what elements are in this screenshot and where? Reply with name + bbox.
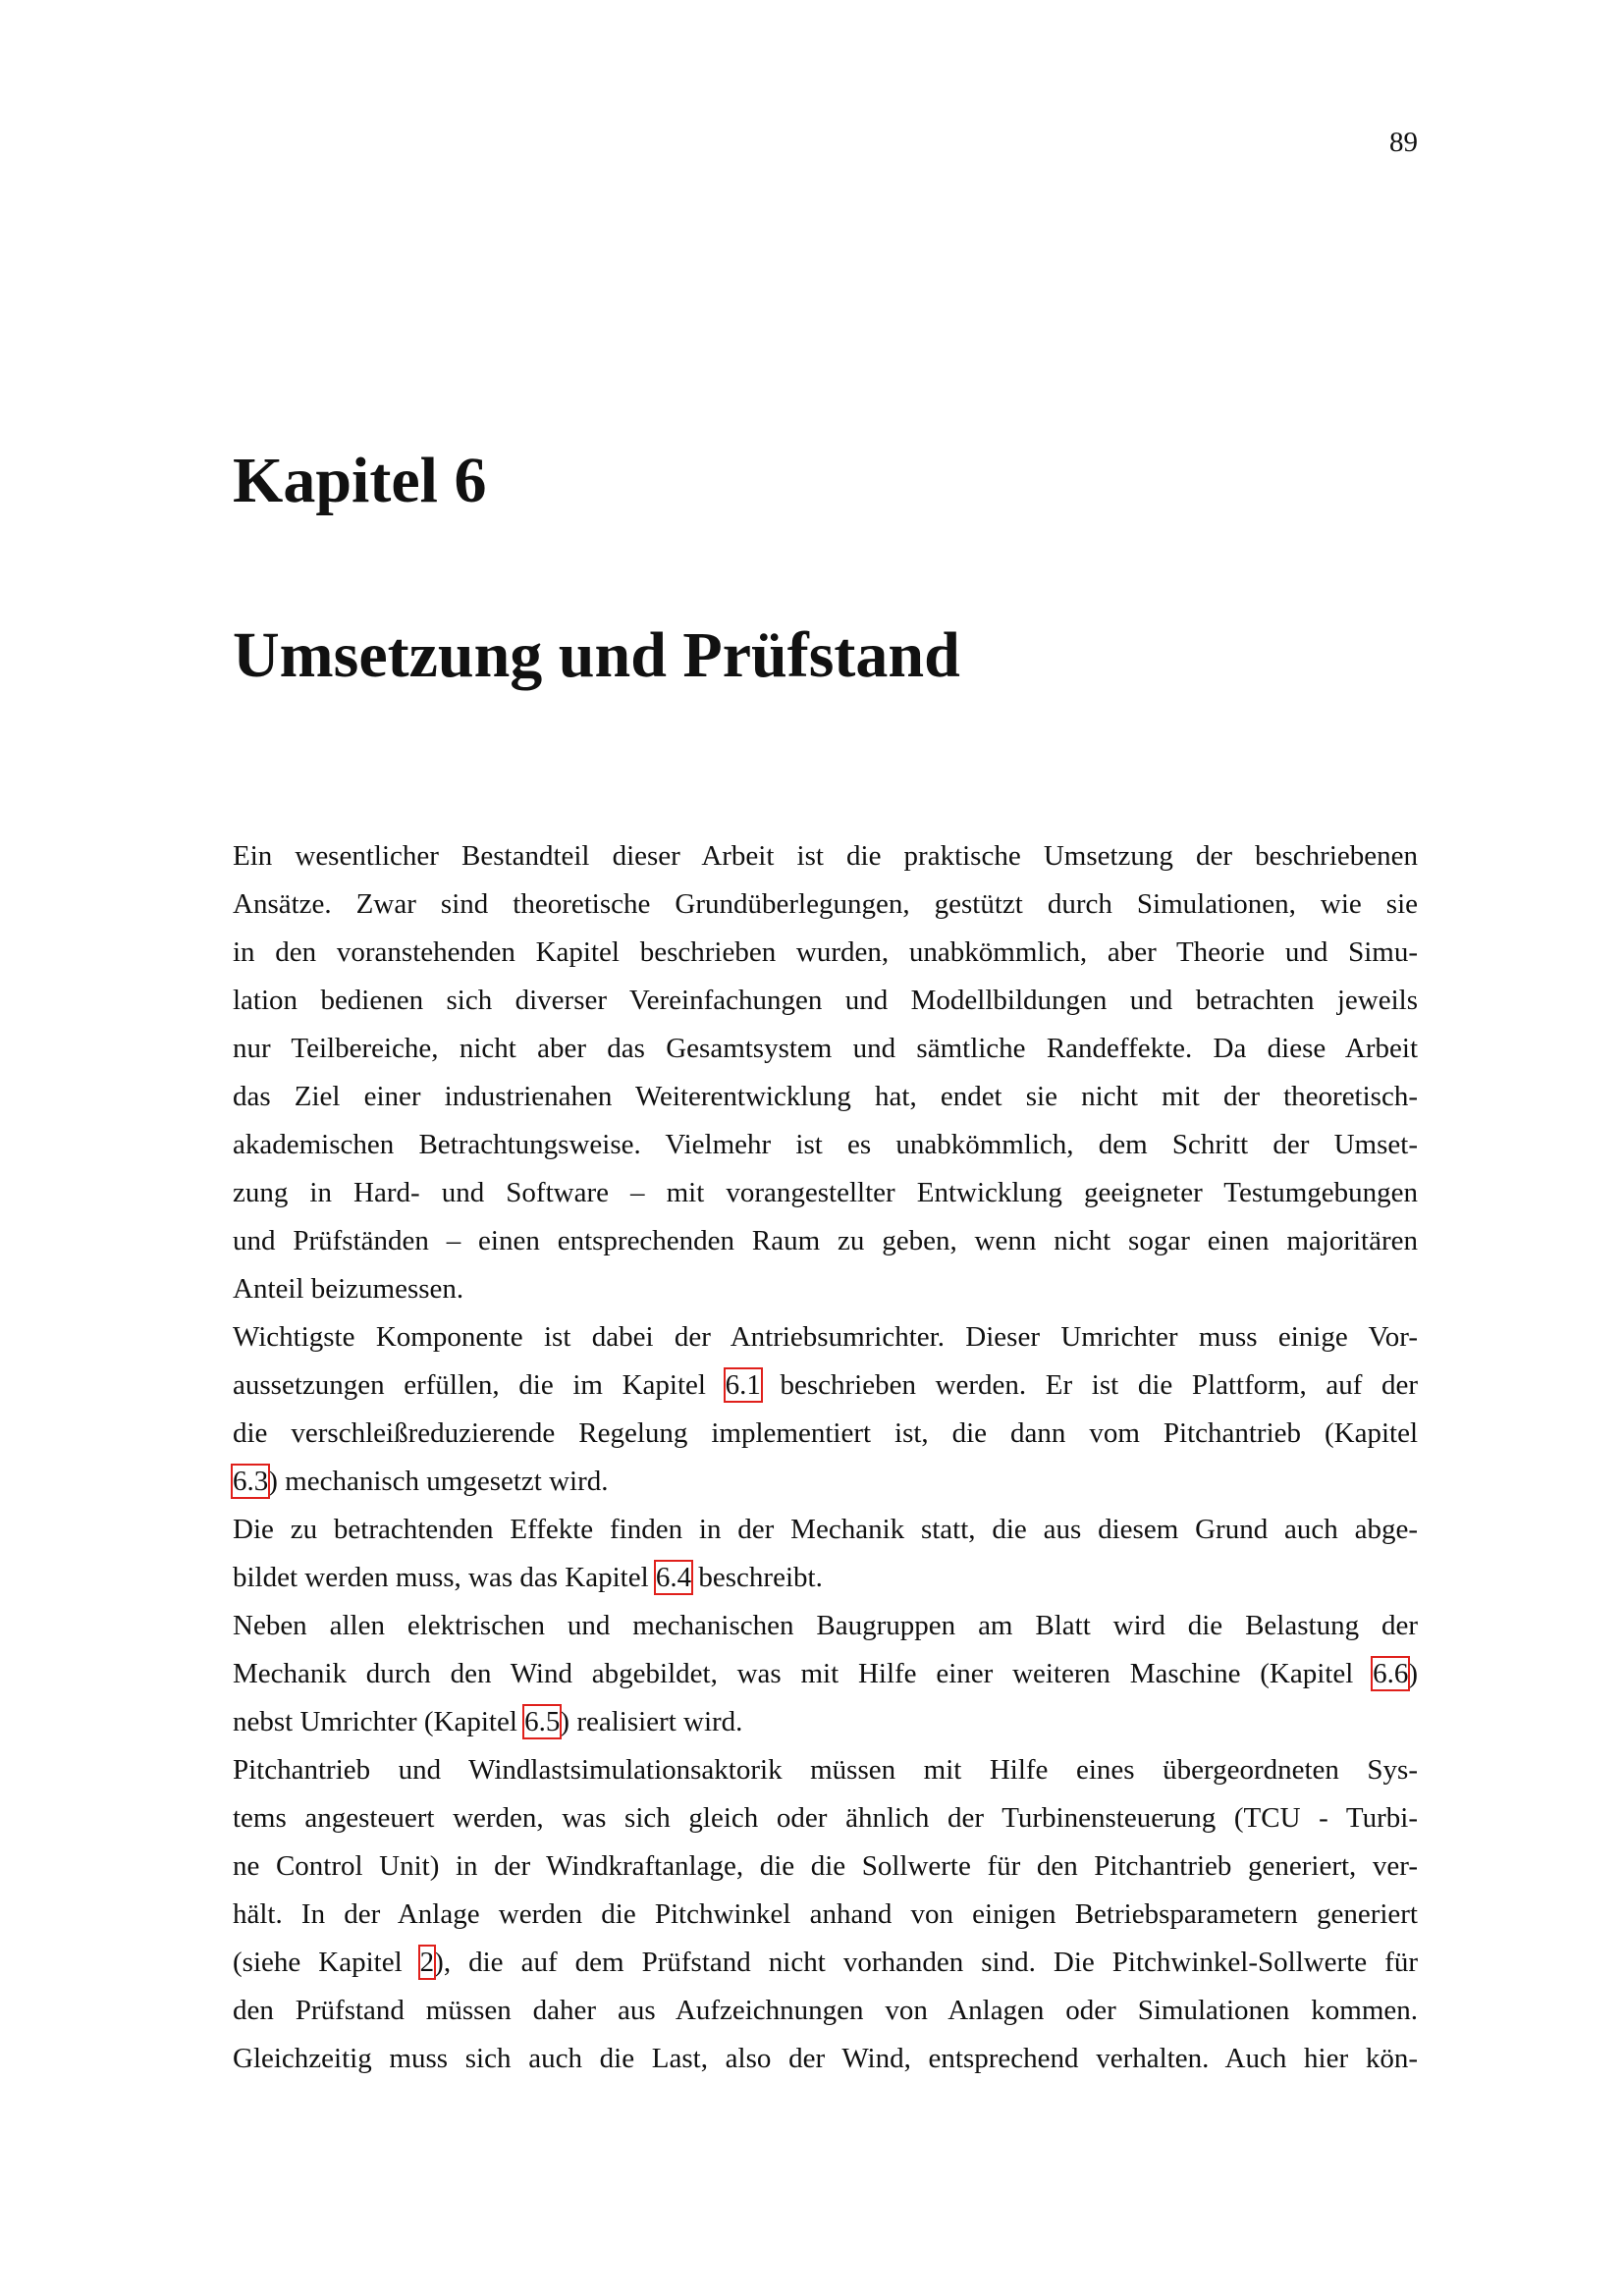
body-text-segment: ) mechanisch umgesetzt wird. bbox=[268, 1466, 609, 1497]
body-line: Pitchantrieb und Windlastsimulationsaktorik müssen mit Hilfe eines übergeordneten Sys- bbox=[233, 1754, 1418, 1786]
chapter-ref-link[interactable]: 6.6 bbox=[1373, 1658, 1409, 1689]
chapter-ref-link[interactable]: 2 bbox=[419, 1947, 435, 1978]
chapter-ref-link[interactable]: 6.1 bbox=[725, 1369, 761, 1401]
body-line: zung in Hard- und Software – mit vorangestellter Entwicklung geeigneter Testumgebungen bbox=[233, 1177, 1418, 1208]
body-line: akademischen Betrachtungsweise. Vielmehr ist es unabkömmlich, dem Schritt der Umset- bbox=[233, 1129, 1418, 1160]
body-line bbox=[233, 1705, 1418, 1738]
body-line bbox=[233, 1368, 1418, 1402]
body-line bbox=[233, 1946, 1418, 1979]
body-text-segment: beschreibt. bbox=[691, 1562, 823, 1593]
body-line: in den voranstehenden Kapitel beschrieben wurden, unabkömmlich, aber Theorie und Simu- bbox=[233, 936, 1418, 968]
body-text-segment: bildet werden muss, was das Kapitel bbox=[233, 1562, 656, 1593]
chapter-label: Kapitel 6 bbox=[233, 445, 487, 516]
body-line: nur Teilbereiche, nicht aber das Gesamtsystem und sämtliche Randeffekte. Da diese Arbeit bbox=[233, 1033, 1418, 1064]
chapter-ref-link[interactable]: 6.5 bbox=[524, 1706, 561, 1737]
page-number: 89 bbox=[1389, 127, 1418, 158]
body-text-segment: Mechanik durch den Wind abgebildet, was mit Hilfe einer weiteren Maschine (Kapitel bbox=[233, 1658, 1374, 1689]
body-line: Die zu betrachtenden Effekte finden in der Mechanik statt, die aus diesem Grund auch abge- bbox=[233, 1514, 1418, 1545]
body-line: die verschleißreduzierende Regelung implementiert ist, die dann vom Pitchantrieb (Kapitel bbox=[233, 1417, 1418, 1449]
body-line bbox=[233, 1465, 1418, 1498]
body-line: Ansätze. Zwar sind theoretische Grundüberlegungen, gestützt durch Simulationen, wie sie bbox=[233, 888, 1418, 920]
chapter-ref-link[interactable]: 6.4 bbox=[655, 1562, 692, 1593]
body-line: den Prüfstand müssen daher aus Aufzeichnungen von Anlagen oder Simulationen kommen. bbox=[233, 1995, 1418, 2026]
body-text-segment: nebst Umrichter (Kapitel bbox=[233, 1706, 525, 1737]
body-text-segment: ) bbox=[1408, 1658, 1418, 1689]
body-line: lation bedienen sich diverser Vereinfachungen und Modellbildungen und betrachten jeweils bbox=[233, 985, 1418, 1016]
body-text-segment: ), die auf dem Prüfstand nicht vorhanden sind. Die Pitchwinkel-Sollwerte für bbox=[434, 1947, 1418, 1978]
body-line bbox=[233, 1657, 1418, 1690]
body-text-segment: ) realisiert wird. bbox=[560, 1706, 743, 1737]
body-line: das Ziel einer industrienahen Weiterentwicklung hat, endet sie nicht mit der theoretisch- bbox=[233, 1081, 1418, 1112]
body-line: hält. In der Anlage werden die Pitchwinkel anhand von einigen Betriebsparametern generiert bbox=[233, 1898, 1418, 1930]
body-line: ne Control Unit) in der Windkraftanlage, die die Sollwerte für den Pitchantrieb generiert, ver- bbox=[233, 1850, 1418, 1882]
body-line: Wichtigste Komponente ist dabei der Antriebsumrichter. Dieser Umrichter muss einige Vor- bbox=[233, 1321, 1418, 1353]
body-text-segment: aussetzungen erfüllen, die im Kapitel bbox=[233, 1369, 726, 1401]
body-line: Gleichzeitig muss sich auch die Last, also der Wind, entsprechend verhalten. Auch hier kön- bbox=[233, 2043, 1418, 2074]
body-line: Ein wesentlicher Bestandteil dieser Arbeit ist die praktische Umsetzung der beschriebenen bbox=[233, 840, 1418, 872]
body-text-segment: (siehe Kapitel bbox=[233, 1947, 420, 1978]
body-line bbox=[233, 1561, 1418, 1594]
body-line: Neben allen elektrischen und mechanischen Baugruppen am Blatt wird die Belastung der bbox=[233, 1610, 1418, 1641]
chapter-title: Umsetzung und Prüfstand bbox=[233, 619, 960, 691]
body-line: Anteil beizumessen. bbox=[233, 1273, 464, 1305]
chapter-ref-link[interactable]: 6.3 bbox=[233, 1466, 269, 1497]
body-line: und Prüfständen – einen entsprechenden Raum zu geben, wenn nicht sogar einen majoritären bbox=[233, 1225, 1418, 1256]
body-text-segment: beschrieben werden. Er ist die Plattform, auf der bbox=[760, 1369, 1419, 1401]
body-line: tems angesteuert werden, was sich gleich oder ähnlich der Turbinensteuerung (TCU - Turbi- bbox=[233, 1802, 1418, 1834]
